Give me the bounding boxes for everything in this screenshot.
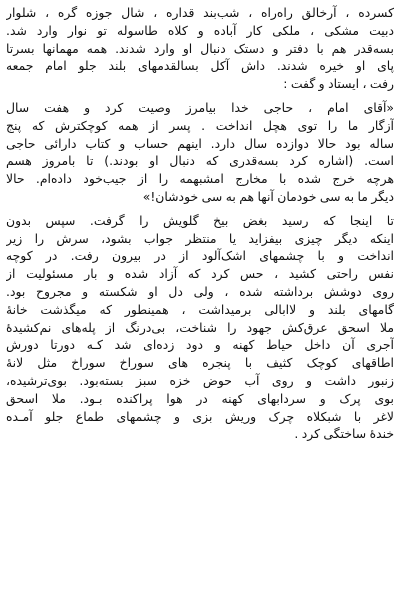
text-line: گامهای بلند و لاابالی برمیداشت ، همینطور که میگذشت خانهٔ <box>6 301 394 317</box>
paragraph-2-quote <box>6 99 394 206</box>
text-line: پای او خیره شدند. داش آکل بسالقدمهای بلند جلو امام جمعه <box>6 58 394 74</box>
text-line: ساله بود حالا دوازده سال دارد. اینهم حساب و کتاب دارائی حاجی <box>6 135 394 151</box>
paragraph-3 <box>6 212 394 443</box>
text-line: تا اینجا که رسید بغض بیخ گلویش را گرفت. سپس بدون <box>6 212 394 228</box>
text-line: روی دوشش برداشته شده ، ولی دل او شکسته و مجروح بود. <box>6 283 394 299</box>
text-line: اینکه دیگر چیزی بیفزاید یا منتظر جواب بشود، سرش را زیر <box>6 230 394 246</box>
text-line: رفت ، ایستاد و گفت : <box>283 76 394 92</box>
text-line: است. (اشاره کرد بسه‌قدری که دنبال او بودند.) تا بامروز هسم <box>6 153 394 169</box>
text-line: دبیت مشکی ، ملکی کار آباده و کلاه طاسوله تو نوار وارد شد. <box>6 22 394 38</box>
text-line: هرچه خرج شده با مخارج امشبهمه را از جیب‌خود داده‌ام. حالا <box>6 171 394 187</box>
text-line: بوی پرک و سردابهای کهنه در هوا پراکنده بـود. ملا اسحق <box>6 390 394 406</box>
text-line: ملا اسحق عرق‌کش جهود را شناخت، بی‌درنگ از پله‌های نم‌کشیدهٔ <box>6 319 394 335</box>
text-line: لاغر با شبکلاه چرک وریش بزی و چشمهای طماع جلو آمـده <box>6 408 394 424</box>
text-line: نفس راحتی کشید ، حس کرد که آزاد شده و بار مسئولیت از <box>6 266 394 282</box>
text-line: آجری آن داخل حیاط کهنه و دود زده‌ای شد کـه دورتا دورش <box>6 337 394 353</box>
text-line: خندهٔ ساختگی کرد . <box>294 426 394 442</box>
text-line: کسرده ، آرخالق راه‌راه ، شب‌بند قداره ، شال جوزه گره ، شلوار <box>6 5 394 20</box>
text-line: «آقای امام ، حاجی خدا بیامرز وصیت کرد و هفت سال <box>6 99 394 115</box>
paragraph-1 <box>6 4 394 93</box>
text-line: اطاقهای کوچک کثیف با پنجره های سوراخ سوراخ مثل لانهٔ <box>6 355 394 371</box>
text-line: زنبور داشت و روی آب حوض خزه سبز بسته‌بود. بوی‌ترشیده، <box>6 372 394 388</box>
text-line: بسه‌قدر هم با دفتر و دستک دنبال او وارد شدند. همه مهمانها بسرتا <box>6 40 394 56</box>
text-line: دیگر ما به سی خودمان آنها هم به سی خودشان!» <box>142 188 394 204</box>
text-line: آزگار ما را توی هچل انداخت . پسر از همه کوچکترش که پنج <box>6 117 394 133</box>
text-line: انداخت و با چشمهای اشک‌آلود از در بیرون رفت. در کوچه <box>6 248 394 264</box>
